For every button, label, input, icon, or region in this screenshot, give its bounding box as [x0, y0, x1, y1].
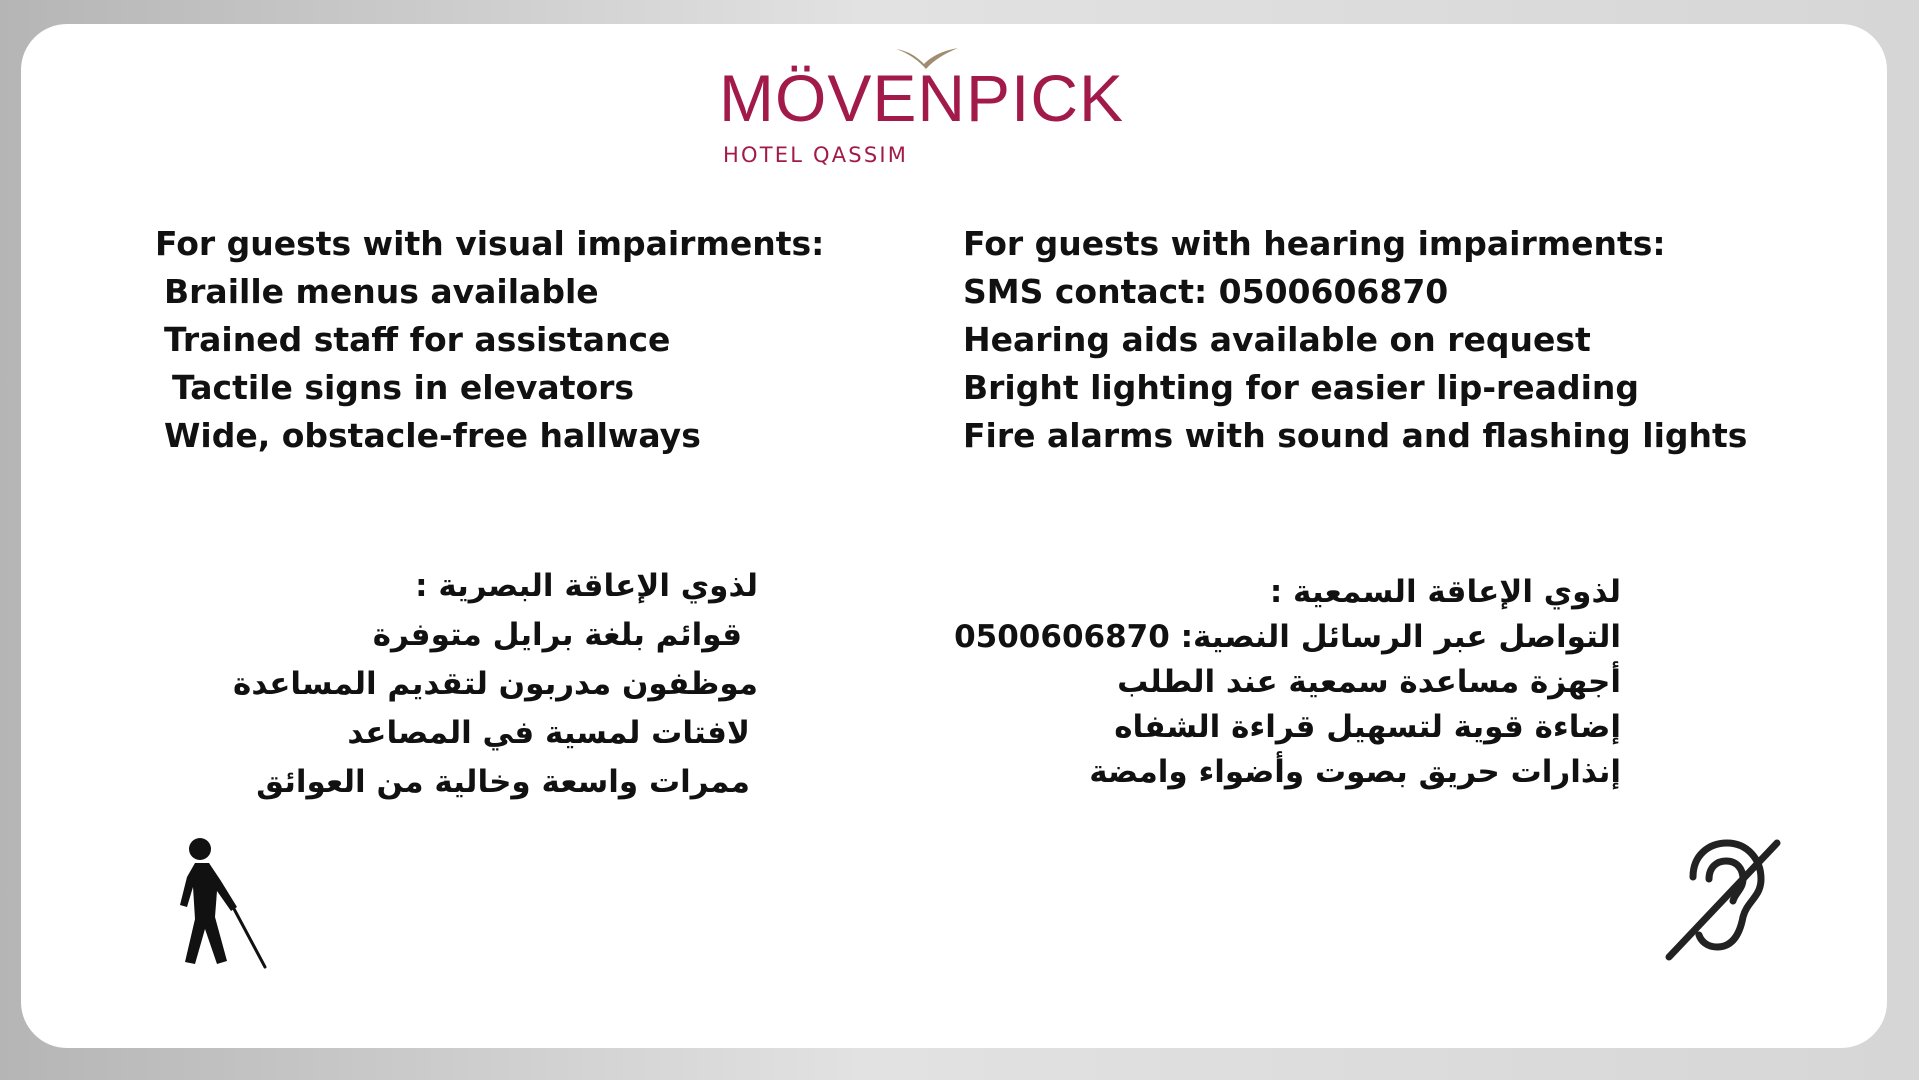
- logo-subtitle: HOTEL QASSIM: [723, 143, 909, 167]
- visual-item-en: Wide, obstacle-free hallways: [164, 416, 701, 455]
- visual-item-ar: قوائم بلغة برايل متوفرة: [372, 617, 742, 653]
- hearing-heading-en: For guests with hearing impairments:: [963, 224, 1666, 263]
- hearing-item-ar: أجهزة مساعدة سمعية عند الطلب: [1117, 664, 1621, 700]
- hearing-impairments-arabic: [954, 570, 1621, 795]
- hearing-impaired-ear-icon: [1663, 837, 1783, 963]
- hearing-item-en: SMS contact: 0500606870: [963, 272, 1449, 311]
- logo-brand-name: MÖVENPICK: [719, 61, 1125, 135]
- visual-item-ar: موظفون مدربون لتقديم المساعدة: [233, 666, 758, 702]
- hearing-item-en: Hearing aids available on request: [963, 320, 1591, 359]
- visual-item-ar: ممرات واسعة وخالية من العوائق: [256, 764, 750, 800]
- hearing-item-ar: إنذارات حريق بصوت وأضواء وامضة: [1089, 754, 1621, 790]
- hearing-item-en: Bright lighting for easier lip-reading: [963, 368, 1640, 407]
- visual-impairments-arabic: [233, 562, 758, 807]
- hearing-item-ar: التواصل عبر الرسائل النصية: 0500606870: [954, 619, 1621, 655]
- visual-item-en: Tactile signs in elevators: [172, 368, 635, 407]
- hearing-heading-ar: لذوي الإعاقة السمعية :: [1269, 574, 1621, 610]
- visual-item-ar: لافتات لمسية في المصاعد: [347, 715, 750, 751]
- visual-heading-ar: لذوي الإعاقة البصرية :: [415, 568, 758, 604]
- hearing-item-ar: إضاءة قوية لتسهيل قراءة الشفاه: [1114, 709, 1621, 745]
- visual-impairments-english: [155, 220, 824, 460]
- visual-item-en: Braille menus available: [164, 272, 599, 311]
- blind-person-with-cane-icon: [173, 837, 273, 971]
- info-card: [21, 24, 1887, 1048]
- hearing-item-en: Fire alarms with sound and flashing lights: [963, 416, 1748, 455]
- visual-item-en: Trained staff for assistance: [164, 320, 671, 359]
- visual-heading-en: For guests with visual impairments:: [155, 224, 825, 263]
- hearing-impairments-english: [963, 220, 1747, 460]
- hotel-logo: [21, 24, 1887, 184]
